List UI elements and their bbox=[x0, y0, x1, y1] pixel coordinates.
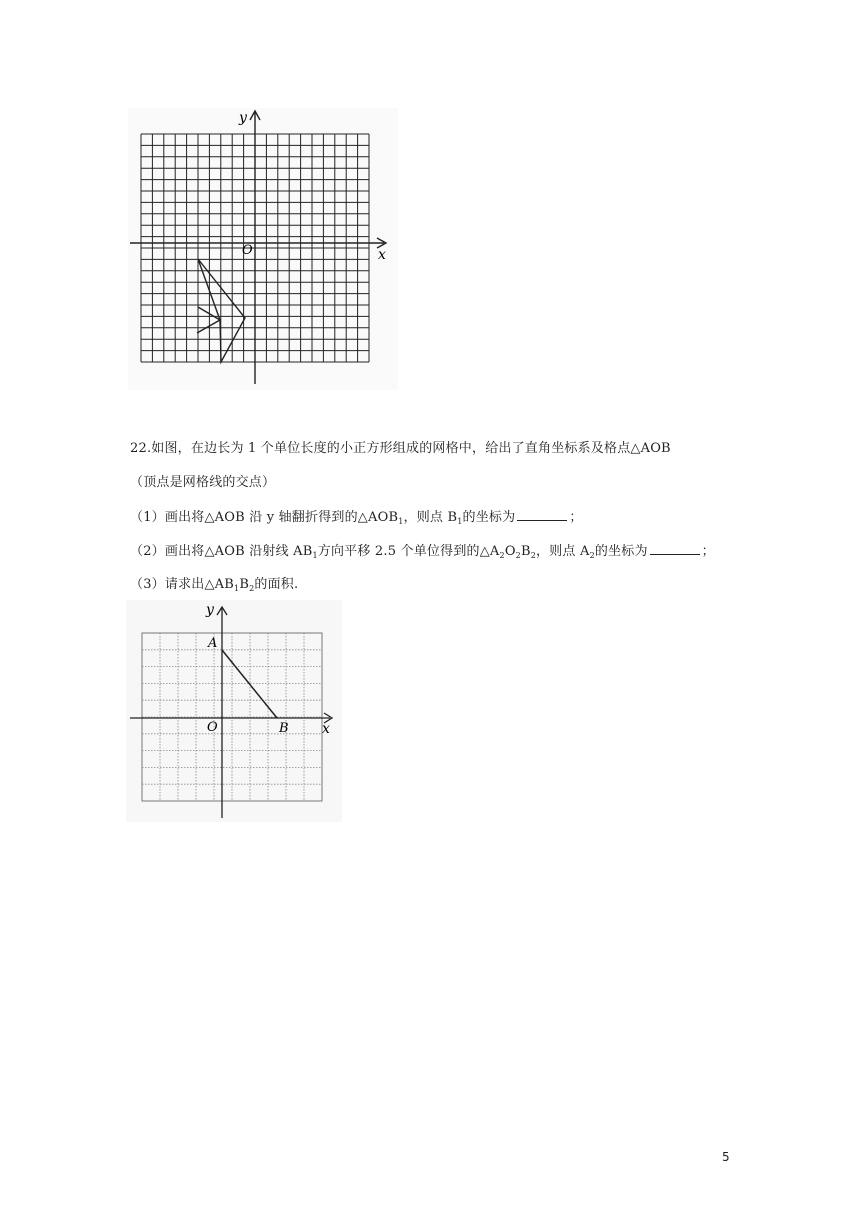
text: ，则点 A bbox=[536, 544, 590, 559]
figure-2-coordinate-grid bbox=[126, 600, 342, 822]
point-b-label: B bbox=[279, 721, 289, 736]
question-part-2 bbox=[130, 542, 715, 561]
subscript: 2 bbox=[249, 584, 255, 593]
origin-label: O bbox=[242, 243, 253, 258]
question-part-3 bbox=[130, 576, 298, 594]
question-title: 22.如图，在边长为 1 个单位长度的小正方形组成的网格中，给出了直角坐标系及格点△AOB bbox=[130, 441, 671, 456]
text: O bbox=[504, 544, 516, 559]
y-axis-label: y bbox=[239, 110, 247, 126]
text: （3）请求出△AB bbox=[130, 577, 235, 592]
subscript: 1 bbox=[234, 584, 240, 593]
text: 的坐标为 bbox=[462, 510, 516, 525]
x-axis-label: x bbox=[378, 247, 386, 263]
text: ； bbox=[701, 544, 715, 559]
text: ； bbox=[569, 510, 583, 525]
question-part-1 bbox=[130, 508, 583, 527]
text: ，则点 B bbox=[403, 510, 458, 525]
origin-label: O bbox=[207, 720, 218, 735]
subscript: 1 bbox=[398, 517, 404, 526]
text: 的面积. bbox=[254, 577, 299, 592]
text: （1）画出将△AOB 沿 y 轴翻折得到的△AOB bbox=[130, 510, 399, 525]
question-note: （顶点是网格线的交点） bbox=[130, 475, 276, 490]
subscript: 2 bbox=[499, 551, 505, 560]
subscript: 2 bbox=[530, 551, 537, 560]
text: 的坐标为 bbox=[594, 544, 648, 559]
subscript: 2 bbox=[515, 551, 521, 560]
y-axis-label: y bbox=[206, 602, 214, 618]
subscript: 1 bbox=[457, 517, 463, 526]
answer-blank[interactable] bbox=[517, 508, 567, 521]
x-axis-label: x bbox=[322, 721, 330, 737]
text: （2）画出将△AOB 沿射线 AB bbox=[130, 544, 313, 559]
text: B bbox=[239, 577, 250, 592]
answer-blank[interactable] bbox=[650, 542, 700, 555]
point-a-label: A bbox=[208, 636, 218, 651]
text: 方向平移 2.5 个单位得到的△A bbox=[317, 544, 500, 559]
figure-1-coordinate-grid bbox=[128, 108, 398, 390]
text: B bbox=[520, 544, 531, 559]
subscript: 2 bbox=[589, 551, 595, 560]
subscript: 1 bbox=[312, 551, 318, 560]
page-number: 5 bbox=[722, 1150, 730, 1164]
